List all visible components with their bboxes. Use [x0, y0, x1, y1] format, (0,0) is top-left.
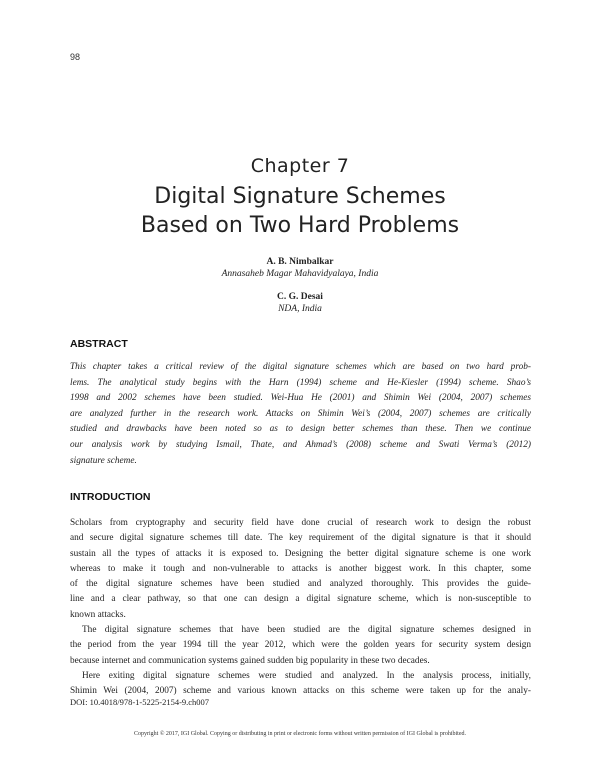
body-line: Scholars from cryptography and security field have done crucial of research work to design the robust — [70, 518, 531, 528]
body-line: sustain all the types of attacks it is exposed to. Designing the better digital signature scheme is one work — [70, 548, 531, 559]
author-affiliation: NDA, India — [278, 304, 322, 314]
chapter-title — [0, 182, 600, 240]
author-affiliation: Annasaheb Magar Mahavidyalaya, India — [221, 269, 379, 279]
introduction-text — [70, 516, 531, 700]
body-line: because internet and communication systems gained sudden big popularity in these two decades. — [70, 655, 430, 666]
copyright-notice: Copyright © 2017, IGI Global. Copying or distributing in print or electronic forms without written permission of IGI Global is prohibited. — [133, 731, 466, 737]
abstract-line: 1998 and 2002 schemes have been studied. Wei-Hua He (2001) and Shimin Wei (2004, 2007) schemes — [70, 393, 531, 404]
body-line: Shimin Wei (2004, 2007) scheme and various known attacks on this scheme were taken up for the analy- — [70, 686, 531, 697]
body-line: The digital signature schemes that have been studied are the digital signature schemes designed in — [82, 625, 531, 636]
body-line: whereas to make it tough and non-vulnerable to attacks is another biggest work. In this chapter, some — [70, 563, 531, 574]
abstract-line: signature scheme. — [70, 455, 137, 466]
body-line: and secure digital signature schemes till date. The key requirement of the digital signature is that it should — [70, 533, 531, 544]
chapter-label: Chapter 7 — [250, 155, 350, 177]
introduction-heading: INTRODUCTION — [70, 491, 151, 503]
author-name: A. B. Nimbalkar — [266, 257, 334, 267]
author-name: C. G. Desai — [277, 292, 323, 302]
title-line: Digital Signature Schemes — [154, 184, 446, 209]
abstract-text — [70, 360, 531, 469]
abstract-heading: ABSTRACT — [70, 338, 128, 350]
doi: DOI: 10.4018/978-1-5225-2154-9.ch007 — [70, 697, 210, 707]
abstract-line: studied and drawbacks have been noted so as to design better schemes than these. Then we continue — [70, 424, 531, 435]
abstract-line: lems. The analytical study begins with the Harn (1994) scheme and He-Kiesler (1994) scheme. Shao’s — [70, 377, 531, 388]
body-line: Here exiting digital signature schemes were studied and analyzed. In the analysis process, initially, — [82, 670, 531, 681]
abstract-line: our analysis work by studying Ismail, Thate, and Ahmad’s (2008) scheme and Swati Verma’s (2012) — [70, 439, 531, 450]
body-line: of the digital signature schemes have been studied and analyzed thoroughly. This provides the guide- — [70, 579, 531, 590]
abstract-line: are analyzed further in the research work. Attacks on Shimin Wei’s (2004, 2007) schemes are critically — [70, 408, 531, 419]
body-line: known attacks. — [70, 609, 126, 620]
body-line: line and a clear pathway, so that one can design a digital signature scheme, which is non-susceptible to — [70, 594, 531, 605]
abstract-line: This chapter takes a critical review of the digital signature schemes which are based on two hard prob- — [70, 362, 531, 372]
body-line: the period from the year 1994 till the year 2012, which were the golden years for security system design — [70, 640, 531, 651]
page-number: 98 — [70, 52, 81, 62]
title-line: Based on Two Hard Problems — [140, 213, 460, 238]
